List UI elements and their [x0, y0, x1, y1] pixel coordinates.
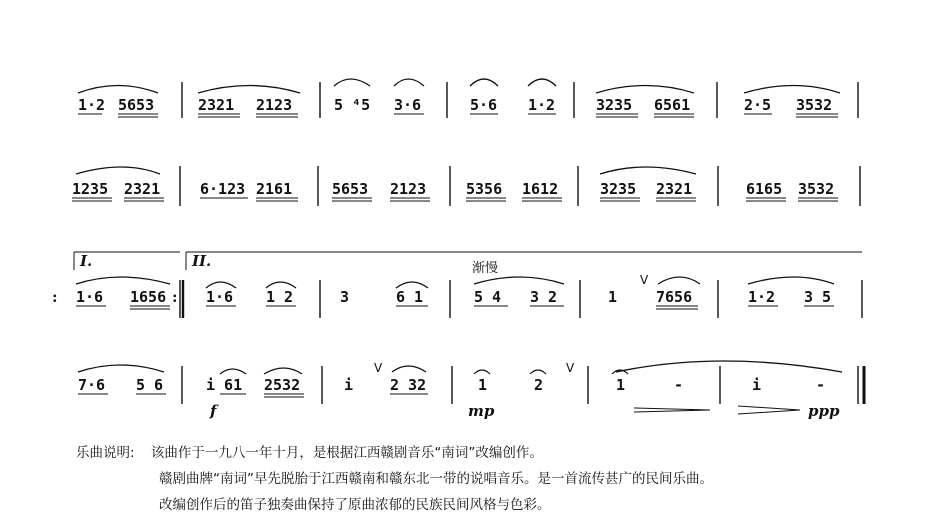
- measure: [334, 79, 424, 114]
- note-group: 3 2: [530, 288, 558, 306]
- note-group: 3·6: [394, 96, 422, 114]
- note-group: 7656: [656, 288, 693, 306]
- measure: [738, 376, 840, 420]
- staff-row-3: [52, 252, 862, 318]
- measure: [466, 180, 562, 201]
- note-group: -: [816, 376, 826, 394]
- note-group: 5 ⁴5: [334, 96, 371, 114]
- measure: [470, 79, 556, 114]
- measure: [608, 273, 700, 309]
- note-group: 5 4: [474, 288, 502, 306]
- breath-mark: V: [640, 273, 649, 287]
- measure: [206, 368, 304, 420]
- note-group: 2123: [390, 180, 427, 198]
- note-group: 2 32: [390, 376, 427, 394]
- dynamic-f: f: [210, 402, 217, 420]
- measure: [52, 277, 178, 309]
- notes-line-3: 改编创作后的笛子独奏曲保持了原曲浓郁的民族民间风格与色彩。: [159, 497, 551, 513]
- note-group: 2321: [124, 180, 161, 198]
- note-group: 3 5: [804, 288, 832, 306]
- measure: [468, 361, 575, 420]
- note-group: 2161: [256, 180, 293, 198]
- note-group: 5·6: [470, 96, 498, 114]
- staff-row-2: [72, 166, 860, 206]
- note-group: 6·123: [200, 180, 246, 198]
- note-group: 3235: [600, 180, 637, 198]
- note-group: 2·5: [744, 96, 772, 114]
- dynamic-mp: mp: [468, 402, 495, 420]
- dynamic-ppp: ppp: [808, 402, 840, 420]
- measure: [340, 282, 428, 306]
- note-group: 1612: [522, 180, 559, 198]
- measure: [744, 86, 840, 118]
- notes-line-2: 赣剧曲牌“南词”早先脱胎于江西赣南和赣东北一带的说唱音乐。是一首流传甚广的民间乐曲。: [159, 471, 713, 487]
- note-group: 2321: [656, 180, 693, 198]
- note-group: 1·2: [528, 96, 556, 114]
- note-group: 1: [478, 376, 488, 394]
- note-group: 5 6: [136, 376, 164, 394]
- note-group: 1: [616, 376, 626, 394]
- fermata: [530, 370, 546, 374]
- crescendo-hairpin: [634, 408, 710, 410]
- note-group: 1656: [130, 288, 167, 306]
- measure: [206, 282, 296, 306]
- note-group: 5653: [332, 180, 369, 198]
- note-group: 5356: [466, 180, 503, 198]
- note-group: i: [752, 376, 762, 394]
- measure: [200, 180, 298, 201]
- measure: [746, 180, 838, 201]
- note-group: 1: [608, 288, 618, 306]
- note-group: 1·2: [78, 96, 106, 114]
- note-group: 3235: [596, 96, 633, 114]
- measure: [596, 86, 694, 118]
- breath-mark: V: [374, 361, 383, 375]
- note-group: 6165: [746, 180, 783, 198]
- note-group: i: [344, 376, 354, 394]
- note-group: 5653: [118, 96, 155, 114]
- notes-text-1: 该曲作于一九八一年十月，是根据江西赣剧音乐“南词”改编创作。: [150, 445, 543, 461]
- note-group: 1235: [72, 180, 109, 198]
- note-group: i 61: [206, 376, 243, 394]
- measure: [78, 365, 166, 394]
- svg-text::: :: [172, 288, 178, 306]
- note-group: 1·6: [76, 288, 104, 306]
- volta-1-label: I.: [80, 252, 93, 270]
- fermata: [474, 370, 490, 374]
- measure: [332, 180, 430, 201]
- music-notes: [76, 440, 936, 518]
- staff-row-4: [78, 361, 864, 420]
- notes-line-1: [76, 440, 936, 466]
- note-group: 3532: [796, 96, 833, 114]
- tempo-marking: 渐慢: [472, 261, 499, 276]
- measure: [72, 167, 164, 201]
- note-group: 7·6: [78, 376, 106, 394]
- measure: [474, 277, 564, 306]
- svg-text::: :: [52, 288, 58, 306]
- note-group: 2123: [256, 96, 293, 114]
- note-group: 1·2: [748, 288, 776, 306]
- staff-row-1: [78, 79, 858, 118]
- note-group: 3: [340, 288, 350, 306]
- note-group: 2532: [264, 376, 301, 394]
- measure: [748, 277, 834, 306]
- measure: [198, 86, 300, 118]
- notes-label: 乐曲说明:: [76, 445, 135, 461]
- note-group: -: [674, 376, 684, 394]
- note-group: 2: [534, 376, 544, 394]
- note-group: 6 1: [396, 288, 424, 306]
- note-group: 1 2: [266, 288, 294, 306]
- tie: [616, 361, 842, 372]
- note-group: 6561: [654, 96, 691, 114]
- measure: [344, 361, 428, 394]
- breath-mark: V: [566, 361, 575, 375]
- note-group: 3532: [798, 180, 835, 198]
- volta-2-label: II.: [192, 252, 212, 270]
- measure: [78, 86, 158, 118]
- measure: [600, 167, 696, 201]
- note-group: 2321: [198, 96, 235, 114]
- note-group: 1·6: [206, 288, 234, 306]
- decrescendo-hairpin: [738, 406, 800, 410]
